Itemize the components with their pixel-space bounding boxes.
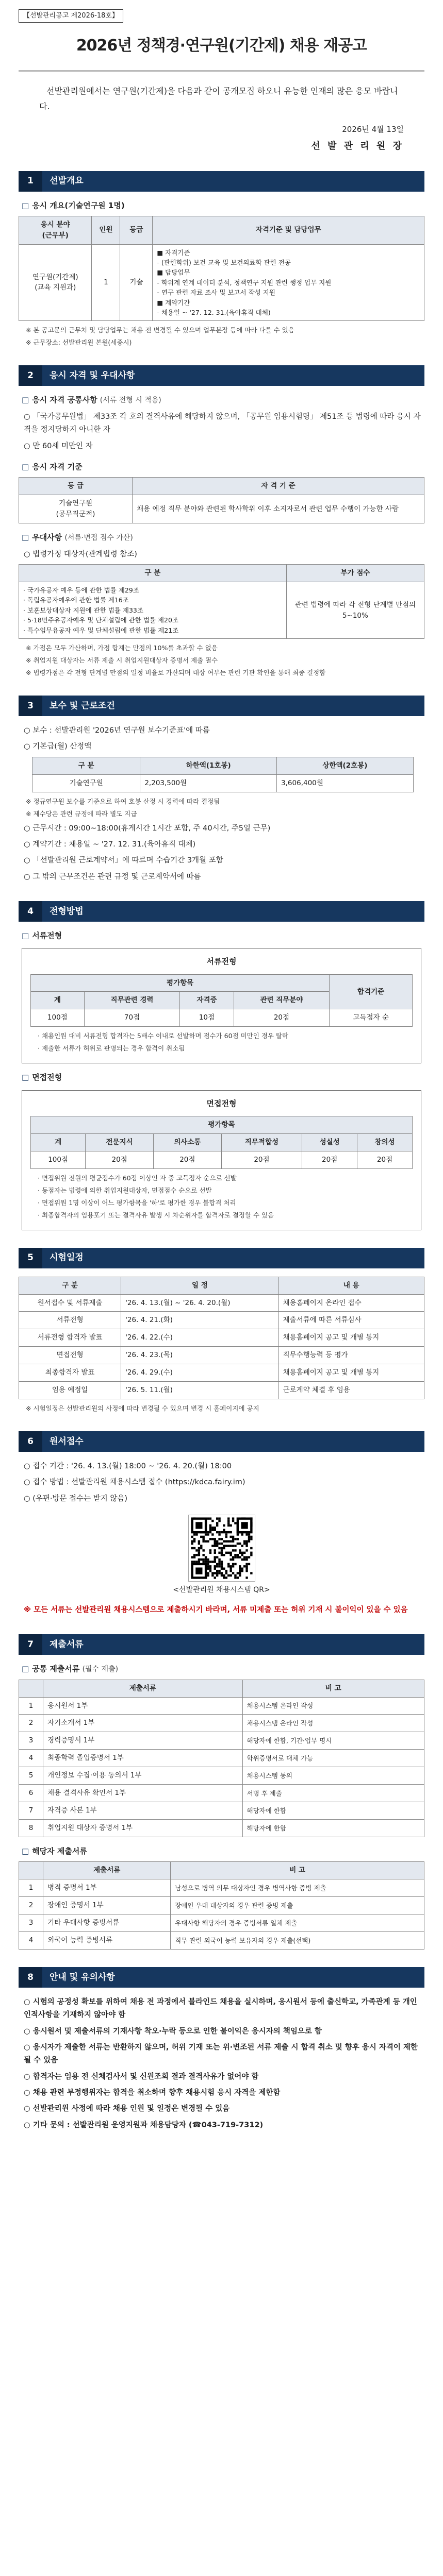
table-cell: 최종합격자 발표 xyxy=(19,1364,121,1382)
table-header: 창의성 xyxy=(357,1133,413,1151)
table-cell: '26. 4. 29.(수) xyxy=(121,1364,278,1382)
application-item-text: 접수 기간 : '26. 4. 13.(월) 18:00 ~ '26. 4. 20.(월) 18:00 xyxy=(32,1462,232,1471)
table-cell: 채용홈페이지 공고 및 개별 통지 xyxy=(278,1329,424,1347)
preference-table xyxy=(19,564,424,639)
table-cell: 20점 xyxy=(302,1151,357,1168)
table-cell: 20점 xyxy=(153,1151,221,1168)
table-row xyxy=(19,1914,424,1931)
qr-caption: <선발관리원 채용시스템 QR> xyxy=(173,1586,270,1595)
table-header: 직무적합성 xyxy=(221,1133,302,1151)
note xyxy=(26,668,424,678)
document-screening-box xyxy=(22,948,421,1063)
table-cell: 서류전형 xyxy=(19,1312,121,1329)
table-header: 계 xyxy=(31,1133,86,1151)
table-header xyxy=(19,1680,43,1697)
notice-item: ○ 응시원서 및 제출서류의 기재사항 착오·누락 등으로 인한 불이익은 응시자의 책임으로 함 xyxy=(24,2027,322,2036)
page-title: 2026년 정책경·연구원(기간제) 채용 재공고 xyxy=(76,37,367,55)
table-cell: '26. 4. 21.(화) xyxy=(121,1312,278,1329)
condition-item-text: 그 밖의 근무조건은 관련 규정 및 근로계약서에 따름 xyxy=(32,872,201,881)
table-header: 자격기준 및 담당업무 xyxy=(153,216,424,244)
square-bullet-icon: □ xyxy=(22,931,29,941)
table-cell: 채용홈페이지 온라인 접수 xyxy=(278,1294,424,1312)
pay-item-text: 기본급(월) 산정액 xyxy=(32,742,92,751)
table-cell: 20점 xyxy=(86,1151,154,1168)
condition-item: ○ 근무시간 : 09:00~18:00(휴게시간 1시간 포함, 주 40시간, 주5일 근무) xyxy=(24,824,271,833)
table-cell: 10점 xyxy=(180,1009,234,1027)
note-cell: 직무 관련 외국어 능력 보유자의 경우 제출(선택) xyxy=(171,1931,424,1949)
table-header: 계 xyxy=(31,992,85,1009)
table-row xyxy=(19,495,424,523)
row-number: 1 xyxy=(19,1697,43,1715)
section-header-5 xyxy=(19,1248,424,1268)
interview-table xyxy=(30,1116,413,1169)
table-row xyxy=(19,1312,424,1329)
document-cell: 장애인 증명서 1부 xyxy=(43,1897,171,1914)
qr-code-icon[interactable] xyxy=(188,1515,255,1582)
note xyxy=(38,1031,413,1041)
note xyxy=(38,1173,413,1183)
note-cell: 장애인 우대 대상자의 경우 관련 증빙 제출 xyxy=(171,1897,424,1914)
application-item: ○ 접수 방법 : 선발관리원 채용시스템 접수 (https://kdca.fairy.im) xyxy=(24,1478,245,1487)
note-cell: 채용시스템 온라인 작성 xyxy=(242,1697,424,1715)
note xyxy=(26,796,424,807)
table-header: 성실성 xyxy=(302,1133,357,1151)
note-text: ※ 취업지원 대상자는 서류 제출 시 취업지원대상자 증명서 제출 필수 xyxy=(26,656,218,664)
table-row xyxy=(19,1715,424,1732)
pay-item: ○ 기본급(월) 산정액 xyxy=(24,742,92,751)
signer: 선 발 관 리 원 장 xyxy=(311,140,404,151)
condition-item-text: 계약기간 : 채용일 ~ '27. 12. 31.(육아휴직 대체) xyxy=(32,840,196,849)
header-eval-method: 합격기준 xyxy=(330,974,413,1009)
table-header: 구 분 xyxy=(19,1277,121,1294)
table-cell: 원서접수 및 서류제출 xyxy=(19,1294,121,1312)
table-cell: 임용 예정일 xyxy=(19,1382,121,1399)
row-number: 5 xyxy=(19,1767,43,1785)
note-cell: 해당자에 한함 xyxy=(242,1820,424,1837)
document-cell: 기타 우대사항 증빙서류 xyxy=(43,1914,171,1931)
subsection-title: □ 면접전형 xyxy=(22,1073,62,1082)
note xyxy=(26,655,424,666)
section-number: 2 xyxy=(19,365,42,386)
row-number: 4 xyxy=(19,1750,43,1767)
notice-item: ○ 시험의 공정성 확보를 위하여 채용 전 과정에서 블라인드 채용을 실시하며, 응시원서 등에 출신학교, 가족관계 등 개인 인적사항을 기재하지 않아야 함 xyxy=(24,1997,417,2020)
notice-item-text: 응시원서 및 제출서류의 기재사항 착오·누락 등으로 인한 불이익은 응시자의 책임으로 함 xyxy=(32,2027,322,2036)
subsection-title: □ 서류전형 xyxy=(22,931,62,941)
table-row xyxy=(19,1329,424,1347)
table-header xyxy=(19,1862,43,1879)
table-header: 인원 xyxy=(92,216,120,244)
announcement-number: 【선발관리공고 제2026-18호】 xyxy=(19,9,123,23)
eligibility-item: ○ 「국가공무원법」 제33조 각 호의 결격사유에 해당하지 않으며, 「공무원 임용시험령」 제51조 등 법령에 따라 응시 자격을 정지당하지 아니한 자 xyxy=(24,412,421,434)
table-header: 비 고 xyxy=(242,1680,424,1697)
common-documents-table xyxy=(19,1680,424,1837)
table-header: 비 고 xyxy=(171,1862,424,1879)
notice-item-text: 채용 관련 부정행위자는 합격을 취소하며 향후 채용시험 응시 자격을 제한함 xyxy=(32,2089,281,2097)
table-row xyxy=(19,1767,424,1785)
table-row xyxy=(19,1382,424,1399)
count-cell: 1 xyxy=(92,244,120,321)
interview-box xyxy=(22,1090,421,1230)
table-header: 하한액(1호봉) xyxy=(140,757,277,774)
box-title: 서류전형 xyxy=(206,957,237,967)
table-header: 구 분 xyxy=(32,757,140,774)
note-text: · 최종합격자의 임용포기 또는 결격사유 발생 시 차순위자를 합격자로 결정할 수 있음 xyxy=(38,1211,274,1219)
subsection-title: □ 해당자 제출서류 xyxy=(22,1846,87,1856)
table-cell: 직무수행능력 등 평가 xyxy=(278,1347,424,1364)
table-header: 일 정 xyxy=(121,1277,278,1294)
section-title: 보수 및 근로조건 xyxy=(50,700,115,711)
notice-item-text: 합격자는 임용 전 신체검사서 및 신원조회 결과 결격사유가 없어야 함 xyxy=(32,2072,259,2081)
row-number: 3 xyxy=(19,1732,43,1750)
note-text: · 면접위원 전원의 평균점수가 60점 이상인 자 중 고득점자 순으로 선발 xyxy=(38,1174,237,1182)
section-number: 6 xyxy=(19,1431,42,1452)
table-cell: 고득점자 순 xyxy=(330,1009,413,1027)
document-cell: 병적 증명서 1부 xyxy=(43,1879,171,1897)
section-title: 선발개요 xyxy=(50,176,84,187)
table-row xyxy=(19,1750,424,1767)
schedule-note: ※ 시험일정은 선발관리원의 사정에 따라 변경될 수 있으며 변경 시 홈페이지에 공지 xyxy=(26,1404,259,1413)
section-header-8 xyxy=(19,1967,424,1988)
table-row xyxy=(19,1697,424,1715)
document-cell: 채용 결격사유 확인서 1부 xyxy=(43,1785,242,1802)
table-cell: '26. 4. 13.(월) ~ '26. 4. 20.(월) xyxy=(121,1294,278,1312)
notice-item-text: 응시자가 제출한 서류는 반환하지 않으며, 허위 기재 또는 위·변조된 서류 제출 시 합격 취소 및 향후 응시 자격이 제한될 수 있음 xyxy=(24,2043,418,2065)
title-divider xyxy=(19,71,424,72)
table-cell: '26. 4. 22.(수) xyxy=(121,1329,278,1347)
note-cell: 채용시스템 동의 xyxy=(242,1767,424,1785)
table-row xyxy=(19,244,424,321)
table-cell: '26. 4. 23.(목) xyxy=(121,1347,278,1364)
section-header-2 xyxy=(19,365,424,386)
section-number: 3 xyxy=(19,696,42,716)
condition-item: ○ 계약기간 : 채용일 ~ '27. 12. 31.(육아휴직 대체) xyxy=(24,840,196,849)
document-cell: 응시원서 1부 xyxy=(43,1697,242,1715)
table-header: 자 격 기 준 xyxy=(133,478,424,495)
table-cell: 면접전형 xyxy=(19,1347,121,1364)
grade-cell: 기술 xyxy=(120,244,153,321)
table-header: 구 분 xyxy=(19,565,287,582)
table-header: 전문지식 xyxy=(86,1133,154,1151)
row-number: 7 xyxy=(19,1802,43,1820)
note-cell: 학위증명서로 대체 가능 xyxy=(242,1750,424,1767)
note xyxy=(38,1043,413,1054)
grade-cell: 기술연구원 (공무직군적) xyxy=(19,495,133,523)
schedule-table xyxy=(19,1277,424,1399)
section-number: 4 xyxy=(19,901,42,922)
header-eval-items: 평가항목 xyxy=(31,974,330,992)
note-cell: 채용시스템 온라인 작성 xyxy=(242,1715,424,1732)
note xyxy=(38,1185,413,1196)
square-bullet-icon: □ xyxy=(22,1664,29,1673)
row-number: 6 xyxy=(19,1785,43,1802)
notice-item: ○ 선발관리원 사정에 따라 채용 인원 및 일정은 변경될 수 있음 xyxy=(24,2105,230,2113)
application-item: ○ (우편·방문 접수는 받지 않음) xyxy=(24,1494,128,1503)
subsection-title: □ 공통 제출서류 (필수 제출) xyxy=(22,1664,119,1673)
notice-item: ○ 기타 문의 : 선발관리원 운영지원과 채용담당자 (☎043-719-7312) xyxy=(24,2121,264,2129)
application-item-text: 접수 방법 : 선발관리원 채용시스템 접수 (https://kdca.fairy.im) xyxy=(32,1478,245,1487)
notice-item: ○ 합격자는 임용 전 신체검사서 및 신원조회 결과 결격사유가 없어야 함 xyxy=(24,2072,259,2081)
pay-item-text: 보수 : 선발관리원 '2026년 연구원 보수기준표'에 따름 xyxy=(32,726,210,735)
table-row xyxy=(19,1347,424,1364)
section-number: 5 xyxy=(19,1248,42,1268)
table-row xyxy=(19,1802,424,1820)
notice-item: ○ 채용 관련 부정행위자는 합격을 취소하며 향후 채용시험 응시 자격을 제한함 xyxy=(24,2089,281,2097)
note xyxy=(26,643,424,653)
note-text: ※ 법령가점은 각 전형 단계별 만점의 일정 비율로 가산되며 대상 여부는 관련 기관 확인을 통해 최종 결정함 xyxy=(26,668,326,676)
document-cell: 취업지원 대상자 증명서 1부 xyxy=(43,1820,242,1837)
document-cell: 자기소개서 1부 xyxy=(43,1715,242,1732)
table-header: 관련 직무분야 xyxy=(234,992,330,1009)
table-header: 등급 xyxy=(120,216,153,244)
document-cell: 최종학력 졸업증명서 1부 xyxy=(43,1750,242,1767)
table-row xyxy=(19,1732,424,1750)
note xyxy=(26,325,424,335)
table-cell: 20점 xyxy=(221,1151,302,1168)
detail-cell: ■ 자격기준 - (관련학위) 보건 교육 및 보건의료학 관련 전공 ■ 담당업무 - 학위계 연계 데이터 분석, 정책연구 지원 관련 행정 업무 지원 - 연구 관련 자료 조사 및 보고서 작성 지원 ■ 계약기간 - 채용일 ~ '27. 12. 31.(육아휴직 대체) xyxy=(153,244,424,321)
table-header: 부가 점수 xyxy=(286,565,424,582)
pay-item: ○ 보수 : 선발관리원 '2026년 연구원 보수기준표'에 따름 xyxy=(24,726,210,735)
condition-item: ○ 그 밖의 근무조건은 관련 규정 및 근로계약서에 따름 xyxy=(24,872,201,881)
table-row xyxy=(19,1785,424,1802)
document-cell: 자격증 사본 1부 xyxy=(43,1802,242,1820)
table-header: 제출서류 xyxy=(43,1680,242,1697)
note xyxy=(38,1198,413,1208)
table-row xyxy=(19,1897,424,1914)
table-row xyxy=(19,1294,424,1312)
section-title: 전형방법 xyxy=(50,906,84,917)
row-number: 2 xyxy=(19,1715,43,1732)
notice-item: ○ 응시자가 제출한 서류는 반환하지 않으며, 허위 기재 또는 위·변조된 서류 제출 시 합격 취소 및 향후 응시 자격이 제한될 수 있음 xyxy=(24,2043,418,2065)
notice-item-text: 시험의 공정성 확보를 위하여 채용 전 과정에서 블라인드 채용을 실시하며, 응시원서 등에 출신학교, 가족관계 등 개인 인적사항을 기재하지 않아야 함 xyxy=(24,1997,417,2020)
note-text: ※ 가점은 모두 가산하며, 가점 합계는 만점의 10%를 초과할 수 없음 xyxy=(26,643,218,652)
section-header-1 xyxy=(19,171,424,192)
note-text: · 동점자는 법령에 의한 취업지원대상자, 면접점수 순으로 선발 xyxy=(38,1186,212,1194)
note-text: ※ 근무장소: 선발관리원 본원(세종시) xyxy=(26,338,132,347)
note-text: ※ 정규연구원 보수를 기준으로 하여 호봉 산정 시 경력에 따라 결정됨 xyxy=(26,797,220,805)
row-number: 3 xyxy=(19,1914,43,1931)
note xyxy=(38,1210,413,1221)
note-cell: 해당자에 한함 xyxy=(242,1802,424,1820)
table-row xyxy=(19,1931,424,1949)
table-cell: 서류전형 합격자 발표 xyxy=(19,1329,121,1347)
table-header: 의사소통 xyxy=(153,1133,221,1151)
row-number: 2 xyxy=(19,1897,43,1914)
note-text: ※ 제수당은 관련 규정에 따라 별도 지급 xyxy=(26,809,137,818)
section-title: 시험일정 xyxy=(50,1252,84,1263)
notice-item-text: 기타 문의 : 선발관리원 운영지원과 채용담당자 (☎043-719-7312) xyxy=(32,2121,264,2129)
table-header: 내 용 xyxy=(278,1277,424,1294)
note-text: · 면접위원 1명 이상이 어느 평가항목을 '하'로 평가한 경우 불합격 처리 xyxy=(38,1198,236,1207)
row-number: 8 xyxy=(19,1820,43,1837)
table-cell: 채용홈페이지 공고 및 개별 통지 xyxy=(278,1364,424,1382)
recruitment-table xyxy=(19,216,424,321)
note xyxy=(26,809,424,819)
table-cell: 100점 xyxy=(31,1009,85,1027)
note-text: · 제출한 서류가 허위로 판명되는 경우 합격이 취소됨 xyxy=(38,1044,185,1053)
announcement-date: 2026년 4월 13일 xyxy=(342,125,404,134)
subsection-title: □ 응시 자격 기준 xyxy=(22,462,83,472)
preference-item: ○ 법령가정 대상자(관계법령 참조) xyxy=(24,550,137,558)
note xyxy=(26,337,424,348)
table-row xyxy=(19,1364,424,1382)
subsection-title: □ 우대사항 (서류·면접 점수 가산) xyxy=(22,533,133,543)
table-cell: '26. 5. 11.(월) xyxy=(121,1382,278,1399)
application-item-text: (우편·방문 접수는 받지 않음) xyxy=(32,1494,128,1503)
preference-points: 관련 법령에 따라 각 전형 단계별 만점의 5~10% xyxy=(286,582,424,639)
pay-table xyxy=(32,757,414,792)
table-cell: 20점 xyxy=(357,1151,413,1168)
warning-text: ※ 모든 서류는 선발관리원 채용시스템으로 제출하시기 바라며, 서류 미제출 또는 허위 기재 시 불이익이 있을 수 있음 xyxy=(24,1605,408,1614)
section-number: 1 xyxy=(19,171,42,192)
note-text: ※ 본 공고문의 근무처 및 담당업무는 채용 전 변경될 수 있으며 업무분장 등에 따라 다를 수 있음 xyxy=(26,326,294,334)
preference-laws: · 국가유공자 예우 등에 관한 법률 제29조 · 독립유공자예우에 관한 법률 제16조 · 보훈보상대상자 지원에 관한 법률 제33조 · 5·18민주유공자예우 및 단체설립에 관한 법률 제20조 · 특수임무유공자 예우 및 단체설립에 관한 법률 제21조 xyxy=(19,582,287,639)
table-header: 자격증 xyxy=(180,992,234,1009)
eligibility-item: ○ 만 60세 미만인 자 xyxy=(24,442,93,450)
table-cell: 70점 xyxy=(84,1009,180,1027)
document-screening-table xyxy=(30,974,413,1027)
note-cell: 서명 후 제출 xyxy=(242,1785,424,1802)
section-header-7 xyxy=(19,1634,424,1655)
table-cell: 3,606,400원 xyxy=(277,774,414,792)
note-cell: 해당자에 한함, 기간·업무 명시 xyxy=(242,1732,424,1750)
table-header: 상한액(2호봉) xyxy=(277,757,414,774)
section-title: 원서접수 xyxy=(50,1436,84,1447)
conditional-documents-table xyxy=(19,1861,424,1950)
notice-item-text: 선발관리원 사정에 따라 채용 인원 및 일정은 변경될 수 있음 xyxy=(32,2105,230,2113)
intro-text: 선발관리원에서는 연구원(기간제)을 다음과 같이 공개모집 하오니 유능한 인재의 많은 응모 바랍니다. xyxy=(39,86,398,112)
square-bullet-icon: □ xyxy=(22,1073,29,1082)
table-cell: 100점 xyxy=(31,1151,86,1168)
table-row xyxy=(19,1879,424,1897)
subsection-title: □ 응시 개요(기술연구원 1명) xyxy=(22,200,125,210)
section-title: 제출서류 xyxy=(50,1639,84,1650)
document-cell: 개인정보 수집·이용 동의서 1부 xyxy=(43,1767,242,1785)
table-cell: 제출서류에 따른 서류심사 xyxy=(278,1312,424,1329)
square-bullet-icon: □ xyxy=(22,462,29,472)
table-header: 등 급 xyxy=(19,478,133,495)
note-cell: 우대사항 해당자의 경우 증빙서류 일체 제출 xyxy=(171,1914,424,1931)
condition-item-text: 근무시간 : 09:00~18:00(휴게시간 1시간 포함, 주 40시간, 주5일 근무) xyxy=(32,824,271,833)
section-title: 안내 및 유의사항 xyxy=(50,1972,115,1982)
condition-item: ○ 「선발관리원 근로계약서」에 따르며 수습기간 3개월 포함 xyxy=(24,856,223,865)
table-header: 제출서류 xyxy=(43,1862,171,1879)
eligibility-item-text: 만 60세 미만인 자 xyxy=(32,442,93,450)
section-header-6 xyxy=(19,1431,424,1452)
note-cell: 남성으로 병역 의무 대상자인 경우 병역사항 증빙 제출 xyxy=(171,1879,424,1897)
application-item: ○ 접수 기간 : '26. 4. 13.(월) 18:00 ~ '26. 4. 20.(월) 18:00 xyxy=(24,1462,232,1471)
table-row xyxy=(32,774,414,792)
eligibility-item-text: 「국가공무원법」 제33조 각 호의 결격사유에 해당하지 않으며, 「공무원 임용시험령」 제51조 등 법령에 따라 응시 자격을 정지당하지 아니한 자 xyxy=(24,412,421,434)
row-number: 1 xyxy=(19,1879,43,1897)
section-title: 응시 자격 및 우대사항 xyxy=(50,370,135,381)
document-cell: 경력증명서 1부 xyxy=(43,1732,242,1750)
subsection-title: □ 응시 자격 공통사항 (서류 전형 시 적용) xyxy=(22,395,161,405)
condition-item-text: 「선발관리원 근로계약서」에 따르며 수습기간 3개월 포함 xyxy=(32,856,223,865)
qr-area xyxy=(19,1515,424,1582)
square-bullet-icon: □ xyxy=(22,1846,29,1856)
section-number: 7 xyxy=(19,1634,42,1655)
table-header: 응시 분야 (근무부) xyxy=(19,216,92,244)
criteria-cell: 채용 예정 직무 분야와 관련된 학사학위 이후 소지자로서 관련 업무 수행이 가능한 사람 xyxy=(133,495,424,523)
section-header-3 xyxy=(19,696,424,716)
section-header-4 xyxy=(19,901,424,922)
square-bullet-icon: □ xyxy=(22,533,29,543)
table-row xyxy=(19,1820,424,1837)
row-number: 4 xyxy=(19,1931,43,1949)
header-eval-items: 평가항목 xyxy=(31,1116,413,1133)
field-cell: 연구원(기간제) (교육 지원과) xyxy=(19,244,92,321)
table-cell: 근로계약 체결 후 임용 xyxy=(278,1382,424,1399)
box-title: 면접전형 xyxy=(206,1098,237,1108)
table-header: 직무관련 경력 xyxy=(84,992,180,1009)
table-cell: 2,203,500원 xyxy=(140,774,277,792)
note-text: · 채용인원 대비 서류전형 합격자는 5배수 이내로 선발하며 점수가 60점 미만인 경우 탈락 xyxy=(38,1032,289,1040)
section-number: 8 xyxy=(19,1967,42,1988)
square-bullet-icon: □ xyxy=(22,200,29,210)
requirement-table xyxy=(19,477,424,523)
document-cell: 외국어 능력 증빙서류 xyxy=(43,1931,171,1949)
table-cell: 기술연구원 xyxy=(32,774,140,792)
table-cell: 20점 xyxy=(234,1009,330,1027)
square-bullet-icon: □ xyxy=(22,395,29,405)
